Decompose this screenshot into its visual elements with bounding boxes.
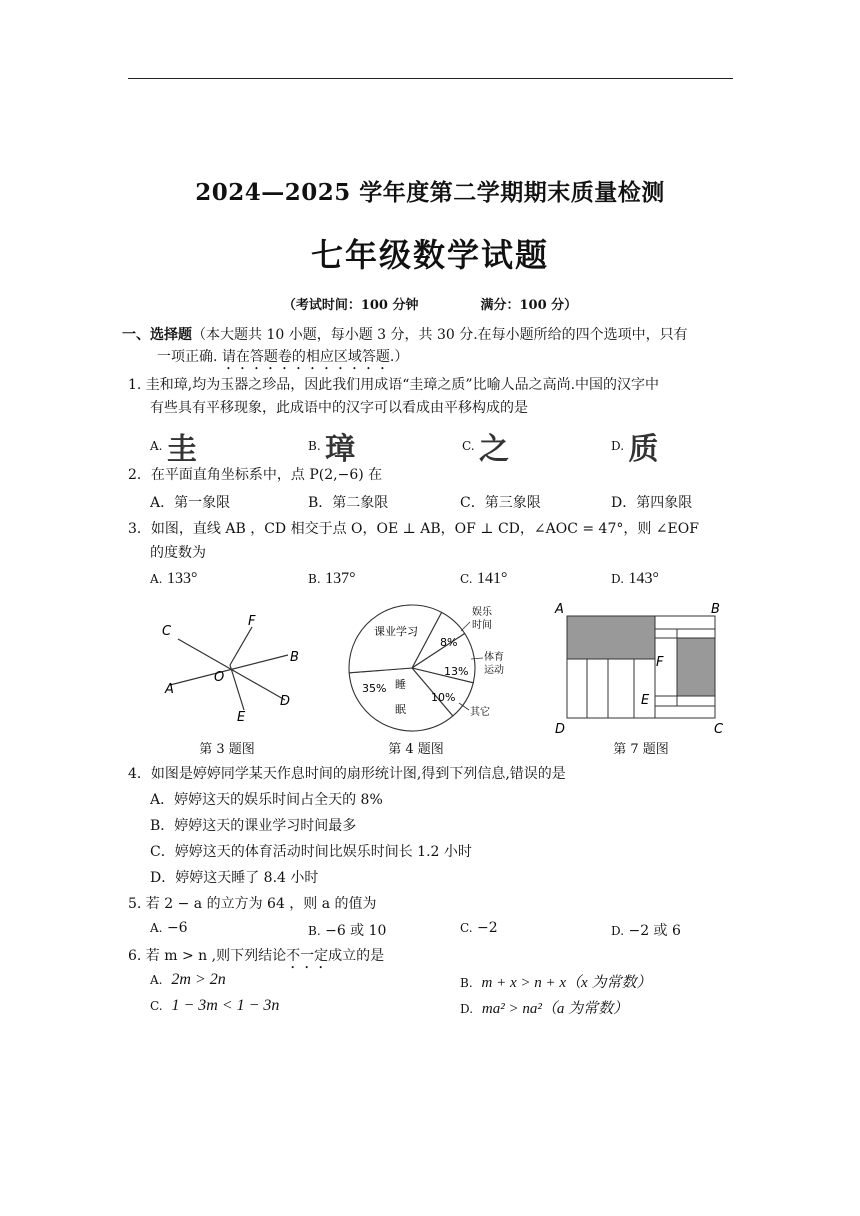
q4-option-d: D．婷婷这天睡了 8.4 小时 xyxy=(150,870,319,886)
q5-option-c xyxy=(460,920,498,936)
pie-label-ent-2: 时间 xyxy=(472,620,492,631)
pie-label-sleep-2: 眠 xyxy=(395,703,406,716)
label-c: C xyxy=(162,624,172,639)
q3-option-b-label: B. xyxy=(308,572,321,586)
q1-line1: 1. 圭和璋,均为玉器之珍品，因此我们用成语“圭璋之质”比喻人品之高尚.中国的汉字中 xyxy=(128,377,660,393)
q5-option-c-label: C. xyxy=(460,921,473,935)
section1-desc-b1: 一项正确. xyxy=(157,349,218,365)
q1-option-b-char: 璋 xyxy=(325,432,356,467)
q6-option-a xyxy=(150,971,226,989)
figure-7-rectangles xyxy=(550,600,730,738)
q5-stem: 5. 若 2 − a 的立方为 64 ，则 a 的值为 xyxy=(128,896,377,912)
section1-desc-b2: 请在答题卷的相应区域答题. xyxy=(221,349,395,365)
pie-leader-ent xyxy=(461,622,470,631)
q1-line2: 有些具有平移现象，此成语中的汉字可以看成由平移构成的是 xyxy=(150,400,528,416)
q1-option-b xyxy=(308,424,355,468)
q3-line1: 3．如图，直线 AB ，CD 相交于点 O，OE ⊥ AB，OF ⊥ CD，∠AOC = 47°，则 ∠EOF xyxy=(128,521,699,537)
q6-option-d xyxy=(460,997,628,1018)
shaded-rect-right xyxy=(677,638,715,696)
q1-option-d xyxy=(611,424,658,468)
label-e: E xyxy=(237,710,246,725)
figure-3-caption: 第 3 题图 xyxy=(199,742,255,757)
label-o: O xyxy=(214,670,225,685)
q2-option-c: C．第三象限 xyxy=(460,495,541,511)
q6-option-a-text: 2m > 2n xyxy=(171,971,226,988)
section1-line2 xyxy=(157,346,408,373)
q6-option-c xyxy=(150,997,279,1015)
fig7-label-a: A xyxy=(555,602,564,617)
q3-option-a xyxy=(150,570,197,588)
q6-option-b-text: m + x > n + x（x 为常数） xyxy=(481,975,652,991)
q1-option-c xyxy=(462,424,509,468)
q3-option-b-text: 137° xyxy=(325,570,356,587)
section1-line1 xyxy=(122,324,688,346)
pie-label-other-pct: 10% xyxy=(431,691,456,704)
q4-stem: 4．如图是婷婷同学某天作息时间的扇形统计图,得到下列信息,错误的是 xyxy=(128,766,566,782)
q6-stem-emphasis: 不一定 xyxy=(286,948,329,964)
section1-desc-a: （本大题共 10 小题，每小题 3 分，共 30 分.在每小题所给的四个选项中，只有 xyxy=(192,327,688,343)
q2-option-b: B．第二象限 xyxy=(308,495,389,511)
q6-option-b-label: B. xyxy=(460,976,473,990)
q3-line2: 的度数为 xyxy=(150,545,206,561)
q6-option-b xyxy=(460,971,651,992)
q1-option-a-char: 圭 xyxy=(166,432,197,467)
label-d: D xyxy=(280,694,291,709)
figure-4-pie xyxy=(340,600,520,735)
pie-label-sleep-pct: 35% xyxy=(362,682,387,695)
ray-oe xyxy=(230,665,244,710)
q3-option-c xyxy=(460,570,507,588)
q1-option-a-label: A. xyxy=(150,439,163,453)
pie-label-study: 课业学习 xyxy=(374,625,418,638)
q5-option-b-label: B. xyxy=(308,924,321,938)
label-a: A xyxy=(165,682,174,697)
pie-label-ent-pct: 8% xyxy=(440,636,458,649)
exam-time: （考试时间：100 分钟 xyxy=(282,298,419,313)
q5-option-a-text: −6 xyxy=(166,920,188,936)
label-b: B xyxy=(290,650,299,665)
pie-label-sport-2: 运动 xyxy=(484,665,504,676)
q6-option-d-label: D. xyxy=(460,1002,474,1016)
pie-label-sport-1: 体育 xyxy=(484,652,504,663)
q3-option-c-text: 141° xyxy=(477,570,508,587)
pie-label-sport-pct: 13% xyxy=(444,665,469,678)
q6-option-c-text: 1 − 3m < 1 − 3n xyxy=(171,997,280,1014)
q1-option-a xyxy=(150,424,197,468)
q3-option-c-label: C. xyxy=(460,572,473,586)
q5-option-b-text: −6 或 10 xyxy=(325,923,387,939)
q5-option-d-text: −2 或 6 xyxy=(628,923,681,939)
header-rule xyxy=(128,78,733,79)
q6-stem-a: 6. 若 m > n ,则下列结论 xyxy=(128,948,287,964)
q4-option-c: C．婷婷这天的体育活动时间比娱乐时间长 1.2 小时 xyxy=(150,844,472,860)
q6-option-d-text: ma² > na²（a 为常数） xyxy=(481,1001,629,1017)
section1-desc-b3: ） xyxy=(394,349,409,365)
q1-option-d-label: D. xyxy=(611,439,625,453)
q1-option-b-label: B. xyxy=(308,439,321,453)
exam-title: 2024—2025 学年度第二学期期末质量检测 xyxy=(195,179,665,206)
fig7-label-f: F xyxy=(656,655,664,670)
q6-stem xyxy=(128,945,384,972)
q3-option-a-text: 133° xyxy=(166,570,198,587)
exam-meta xyxy=(0,294,860,313)
q1-option-c-char: 之 xyxy=(479,432,510,467)
q3-option-a-label: A. xyxy=(150,572,163,586)
q3-option-b xyxy=(308,570,356,588)
q1-option-d-char: 质 xyxy=(628,432,659,467)
exam-subtitle: 七年级数学试题 xyxy=(310,236,549,274)
q4-option-b: B．婷婷这天的课业学习时间最多 xyxy=(150,818,357,834)
line-ab xyxy=(170,655,288,685)
fig7-label-b: B xyxy=(711,602,720,617)
fig7-label-e: E xyxy=(641,693,650,708)
fig7-label-c: C xyxy=(714,722,724,737)
q5-option-a xyxy=(150,920,188,936)
q5-option-c-text: −2 xyxy=(477,920,498,936)
q2-stem: 2．在平面直角坐标系中，点 P(2,−6) 在 xyxy=(128,467,383,483)
q5-option-b xyxy=(308,920,386,940)
figure-4-caption: 第 4 题图 xyxy=(388,742,444,757)
q5-option-a-label: A. xyxy=(150,921,163,935)
q6-stem-c: 成立的是 xyxy=(328,948,385,964)
fig7-label-d: D xyxy=(555,722,566,737)
q2-option-d: D．第四象限 xyxy=(611,495,693,511)
q4-option-a: A．婷婷这天的娱乐时间占全天的 8% xyxy=(150,792,383,808)
figure-7-caption: 第 7 题图 xyxy=(613,742,669,757)
q6-option-a-label: A. xyxy=(150,973,163,987)
pie-label-other: 其它 xyxy=(470,707,490,718)
q3-option-d xyxy=(611,570,659,588)
q6-option-c-label: C. xyxy=(150,999,163,1013)
q5-option-d xyxy=(611,920,681,940)
shaded-rect-top xyxy=(567,616,655,659)
label-f: F xyxy=(248,614,256,629)
q3-option-d-text: 143° xyxy=(628,570,659,587)
ray-of xyxy=(230,627,252,665)
q5-option-d-label: D. xyxy=(611,924,625,938)
q2-option-a: A．第一象限 xyxy=(150,495,231,511)
q1-option-c-label: C. xyxy=(462,439,475,453)
figure-3-lines xyxy=(150,605,310,730)
q3-option-d-label: D. xyxy=(611,572,625,586)
pie-label-sleep-1: 睡 xyxy=(395,678,406,691)
section1-heading: 一、选择题 xyxy=(122,327,192,343)
pie-label-ent-1: 娱乐 xyxy=(472,607,492,618)
exam-score: 满分：100 分） xyxy=(480,298,578,313)
